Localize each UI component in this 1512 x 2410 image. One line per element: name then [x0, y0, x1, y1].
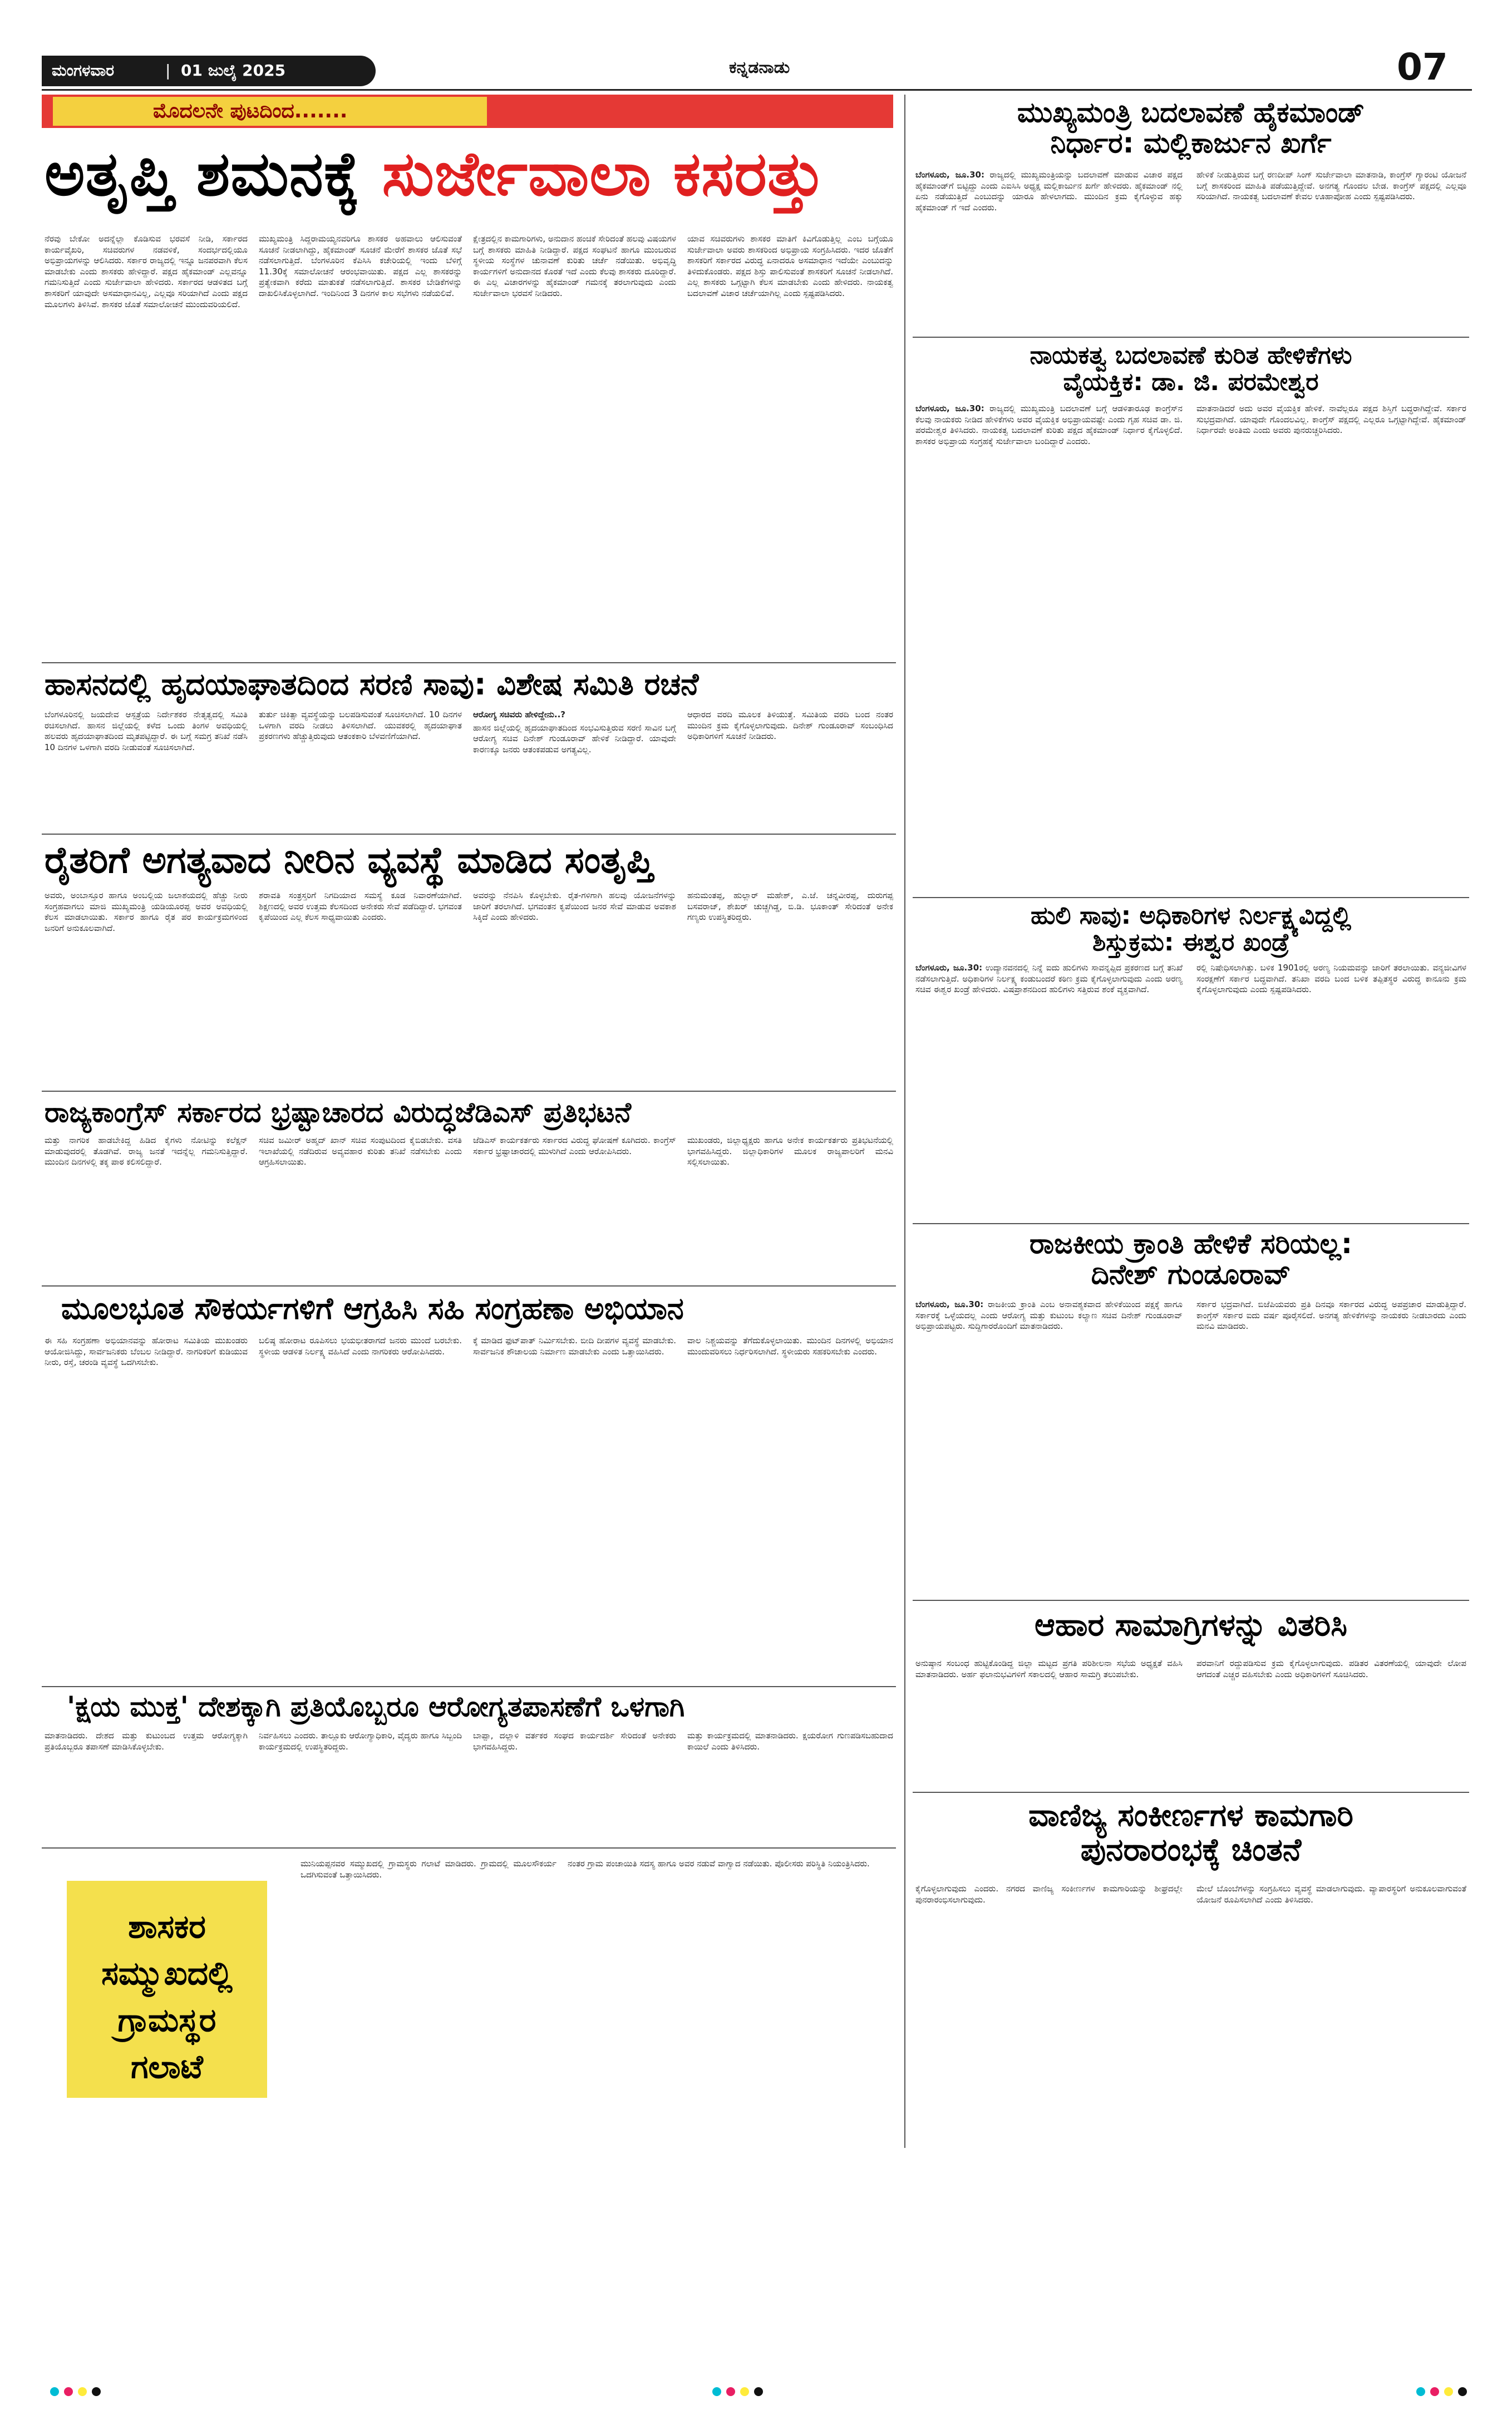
- hassan-kicker: ಆರೋಗ್ಯ ಸಚಿವರು ಹೇಳಿದ್ದೇನು..?: [473, 709, 566, 719]
- revolution-col-2: [1196, 1299, 1466, 1594]
- campaign-text-2: ಬಲಿಷ್ಠ ಹೋರಾಟ ರೂಪಿಸಲು ಭಯಭೀತರಾಗದೆ ಜನರು ಮುಂದೆ ಬರಬೇಕು. ಸ್ಥಳೀಯ ಆಡಳಿತ ನಿರ್ಲಕ್ಷ್ಯ ವಹಿಸಿದೆ ಎಂದು ನಾಗರಿಕರು ಆರೋಪಿಸಿದರು.: [259, 1335, 462, 1357]
- tiger-col-1: [915, 963, 1183, 1219]
- tb-col-1: [45, 1731, 248, 1842]
- registration-dot-yellow: [740, 2387, 749, 2396]
- farmers-col-3: [473, 890, 676, 1085]
- hassan-headline: ಹಾಸನದಲ್ಲಿ ಹೃದಯಾಘಾತದಿಂದ ಸರಣಿ ಸಾವು: ವಿಶೇಷ ಸಮಿತಿ ರಚನೆ: [45, 667, 699, 702]
- registration-dot-magenta: [1430, 2387, 1439, 2396]
- riot-text-2: ಮುನಿಯಪ್ಪನವರ ಸಮ್ಮುಖದಲ್ಲಿ ಗ್ರಾಮಸ್ಥರು ಗಲಾಟೆ ಮಾಡಿದರು. ಗ್ರಾಮದಲ್ಲಿ ಮೂಲಸೌಕರ್ಯ ಒದಗಿಸುವಂತೆ ಒತ್ತಾಯಿಸಿದರು.: [301, 1859, 556, 1880]
- hassan-text-4: ಆಧಾರದ ವರದಿ ಮೂಲಕ ತಿಳಿಯುತ್ತೆ. ಸಮಿತಿಯ ವರದಿ ಬಂದ ನಂತರ ಮುಂದಿನ ಕ್ರಮ ಕೈಗೊಳ್ಳಲಾಗುವುದು. ದಿನೇಶ್ ಗುಂಡೂರಾವ್ ಸಂಬಂಧಿಸಿದ ಅಧಿಕಾರಿಗಳಿಗೆ ಸೂಚನೆ ನೀಡಿದರು.: [687, 709, 893, 742]
- dateline: ಬೆಂಗಳೂರು, ಜೂ.30:: [915, 403, 984, 413]
- registration-dot-magenta: [64, 2387, 73, 2396]
- hassan-text-3: ಹಾಸನ ಜಿಲ್ಲೆಯಲ್ಲಿ ಹೃದಯಾಘಾತದಿಂದ ಸಂಭವಿಸುತ್ತಿರುವ ಸರಣಿ ಸಾವಿನ ಬಗ್ಗೆ ಆರೋಗ್ಯ ಸಚಿವ ದಿನೇಶ್ ಗುಂಡೂರಾವ್ ಹೇಳಿಕೆ ನೀಡಿದ್ದಾರೆ. ಯಾವುದೇ ಕಾರಣಕ್ಕೂ ಜನರು ಆತಂಕಪಡುವ ಅಗತ್ಯವಿಲ್ಲ.: [473, 722, 676, 755]
- cm-change-headline: [913, 97, 1469, 159]
- tiger-text-2: ರಲ್ಲಿ ನಿಷೇಧಿಸಲಾಗಿತ್ತು. ಬಳಿಕ 1901ರಲ್ಲಿ ಅರಣ್ಯ ನಿಯಮವನ್ನು ಜಾರಿಗೆ ತರಲಾಯಿತು. ವನ್ಯಜೀವಿಗಳ ಸಂರಕ್ಷಣೆಗೆ ಸರ್ಕಾರ ಬದ್ಧವಾಗಿದೆ. ತನಿಖಾ ವರದಿ ಬಂದ ಬಳಿಕ ತಪ್ಪಿತಸ್ಥರ ವಿರುದ್ಧ ಕಾನೂನು ಕ್ರಮ ಕೈಗೊಳ್ಳಲಾಗುವುದು ಎಂದು ಸ್ಪಷ್ಟಪಡಿಸಿದರು.: [1196, 963, 1466, 995]
- divider: [42, 662, 896, 663]
- campaign-col-2: [259, 1335, 462, 1680]
- divider: [913, 1600, 1469, 1601]
- lead-col-2: [259, 234, 462, 657]
- food-text-2: ಪರವಾನಿಗೆ ರದ್ದುಪಡಿಸುವ ಕ್ರಮ ಕೈಗೊಳ್ಳಲಾಗುವುದು. ಪಡಿತರ ವಿತರಣೆಯಲ್ಲಿ ಯಾವುದೇ ಲೋಪ ಆಗದಂತೆ ಎಚ್ಚರ ವಹಿಸಬೇಕು ಎಂದು ಅಧಿಕಾರಿಗಳಿಗೆ ಸೂಚಿಸಿದರು.: [1196, 1658, 1466, 1679]
- header-rule: [42, 89, 1472, 91]
- registration-dot-cyan: [1416, 2387, 1425, 2396]
- cm-col-2: [1196, 170, 1466, 331]
- complex-headline-line2: ಪುನರಾರಂಭಕ್ಕೆ ಚಿಂತನೆ: [1080, 1831, 1302, 1868]
- complex-col-2: [1196, 1884, 1466, 2006]
- lead-text-2: ಮುಖ್ಯಮಂತ್ರಿ ಸಿದ್ದರಾಮಯ್ಯನವರಿಗೂ ಶಾಸಕರ ಅಹವಾಲು ಆಲಿಸುವಂತೆ ಸೂಚನೆ ನೀಡಲಾಗಿದ್ದು, ಹೈಕಮಾಂಡ್ ಸೂಚನೆ ಮೇರೆಗೆ ಶಾಸಕರ ಜೊತೆ ಸಭೆ ನಡೆಸಲಾಗುತ್ತಿದೆ. ಬೆಂಗಳೂರಿನ ಕೆಪಿಸಿಸಿ ಕಚೇರಿಯಲ್ಲಿ ಇಂದು ಬೆಳಿಗ್ಗೆ 11.30ಕ್ಕೆ ಸಮಾಲೋಚನೆ ಆರಂಭವಾಯಿತು. ಪಕ್ಷದ ಎಲ್ಲ ಶಾಸಕರನ್ನು ಪ್ರತ್ಯೇಕವಾಗಿ ಕರೆದು ಮಾತುಕತೆ ನಡೆಸಲಾಗುತ್ತಿದೆ. ಶಾಸಕರ ಬೇಡಿಕೆಗಳನ್ನು ದಾಖಲಿಸಿಕೊಳ್ಳಲಾಗಿದೆ. ಇಂದಿನಿಂದ 3 ದಿನಗಳ ಕಾಲ ಸಭೆಗಳು ನಡೆಯಲಿವೆ.: [259, 234, 462, 298]
- farmers-text-2: ಶರಾವತಿ ಸಂತ್ರಸ್ತರಿಗೆ ನಿಗದಿಯಾದ ಸಮಸ್ಯೆ ಕೂಡ ನಿವಾರಣೆಯಾಗಿದೆ. ಶಿಕ್ಷಣದಲ್ಲಿ ಅವರ ಉತ್ತಮ ಕೆಲಸದಿಂದ ಅನೇಕರು ಸೇವೆ ಪಡೆದಿದ್ದಾರೆ. ಭಗವಂತ ಕೃಪೆಯಿಂದ ಎಲ್ಲ ಕೆಲಸ ಸಾಧ್ಯವಾಯಿತು ಎಂದರು.: [259, 890, 462, 923]
- tiger-headline-line1: ಹುಲಿ ಸಾವು: ಅಧಿಕಾರಿಗಳ ನಿರ್ಲಕ್ಷ್ಯವಿದ್ದಲ್ಲಿ: [1031, 901, 1351, 930]
- jds-text-3: ಜೆಡಿಎಸ್ ಕಾರ್ಯಕರ್ತರು ಸರ್ಕಾರದ ವಿರುದ್ಧ ಘೋಷಣೆ ಕೂಗಿದರು. ಕಾಂಗ್ರೆಸ್ ಸರ್ಕಾರ ಭ್ರಷ್ಟಾಚಾರದಲ್ಲಿ ಮುಳುಗಿದೆ ಎಂದು ಆರೋಪಿಸಿದರು.: [473, 1135, 676, 1156]
- cm-text-2: ಹೇಳಿಕೆ ನೀಡುತ್ತಿರುವ ಬಗ್ಗೆ ರಣದೀಪ್ ಸಿಂಗ್ ಸುರ್ಜೇವಾಲಾ ಮಾತನಾಡಿ, ಕಾಂಗ್ರೆಸ್ ಗ್ಯಾರಂಟಿ ಯೋಜನೆ ಬಗ್ಗೆ ಶಾಸಕರಿಂದ ಮಾಹಿತಿ ಪಡೆಯುತ್ತಿದ್ದೇವೆ. ಅನಗತ್ಯ ಗೊಂದಲ ಬೇಡ. ಕಾಂಗ್ರೆಸ್ ಪಕ್ಷದಲ್ಲಿ ಎಲ್ಲವೂ ಸರಿಯಾಗಿದೆ. ನಾಯಕತ್ವ ಬದಲಾವಣೆ ಕೇವಲ ಊಹಾಪೋಹ ಎಂದು ಸ್ಪಷ್ಟಪಡಿಸಿದರು.: [1196, 170, 1466, 202]
- leadership-col-1: [915, 403, 1183, 893]
- cm-col-1: [915, 170, 1183, 331]
- masthead-date-bar: [42, 56, 376, 86]
- registration-dot-cyan: [712, 2387, 721, 2396]
- cm-change-headline-line2: ನಿರ್ಧಾರ: ಮಲ್ಲಿಕಾರ್ಜುನ ಖರ್ಗೆ: [1050, 127, 1332, 159]
- divider: [42, 1686, 896, 1687]
- jds-col-1: [45, 1135, 248, 1280]
- column-divider: [904, 95, 905, 2148]
- hassan-text-2: ತುರ್ತು ಚಿಕಿತ್ಸಾ ವ್ಯವಸ್ಥೆಯನ್ನು ಬಲಪಡಿಸುವಂತೆ ಸೂಚಿಸಲಾಗಿದೆ. 10 ದಿನಗಳ ಒಳಗಾಗಿ ವರದಿ ನೀಡಲು ತಿಳಿಸಲಾಗಿದೆ. ಯುವಕರಲ್ಲಿ ಹೃದಯಾಘಾತ ಪ್ರಕರಣಗಳು ಹೆಚ್ಚುತ್ತಿರುವುದು ಆತಂಕಕಾರಿ ಬೆಳವಣಿಗೆಯಾಗಿದೆ.: [259, 709, 462, 742]
- divider: [42, 1091, 896, 1092]
- tb-free-headline: 'ಕ್ಷಯ ಮುಕ್ತ' ದೇಶಕ್ಕಾಗಿ ಪ್ರತಿಯೊಬ್ಬರೂ ಆರೋಗ್ಯತಪಾಸಣೆಗೆ ಒಳಗಾಗಿ: [67, 1691, 685, 1723]
- campaign-col-1: [45, 1335, 248, 1680]
- registration-dot-black: [754, 2387, 763, 2396]
- revolution-headline-line1: ರಾಜಕೀಯ ಕ್ರಾಂತಿ ಹೇಳಿಕೆ ಸರಿಯಲ್ಲ:: [1030, 1228, 1352, 1260]
- food-supply-headline: ಆಹಾರ ಸಾಮಾಗ್ರಿಗಳನ್ನು ವಿತರಿಸಿ: [1035, 1607, 1347, 1643]
- leadership-col-2: [1196, 403, 1466, 893]
- registration-dot-black: [92, 2387, 101, 2396]
- registration-dot-black: [1458, 2387, 1467, 2396]
- lead-headline-black: ಅತೃಪ್ತಿ ಶಮನಕ್ಕೆ: [45, 138, 361, 209]
- lead-text-1: ನೆರವು ಬೇಕೋ ಅದನ್ನೆಲ್ಲಾ ಕೊಡಿಸುವ ಭರವಸೆ ನೀಡಿ, ಸರ್ಕಾರದ ಕಾರ್ಯವೈಖರಿ, ಸಚಿವರುಗಳ ನಡವಳಿಕೆ, ಸಂದರ್ಭದಲ್ಲಿಯೂ ಅಭಿಪ್ರಾಯಗಳನ್ನು ಆಲಿಸಿದರು. ಸರ್ಕಾರ ರಾಜ್ಯದಲ್ಲಿ ಇನ್ನೂ ಜನಪರವಾಗಿ ಕೆಲಸ ಮಾಡಬೇಕು ಎಂದು ಶಾಸಕರು ಹೇಳಿದ್ದಾರೆ. ಪಕ್ಷದ ಹೈಕಮಾಂಡ್ ಎಲ್ಲವನ್ನೂ ಗಮನಿಸುತ್ತಿದೆ ಎಂದು ಸುರ್ಜೇವಾಲಾ ಹೇಳಿದರು. ಸರ್ಕಾರದ ಆಡಳಿತದ ಬಗ್ಗೆ ಶಾಸಕರಿಗೆ ಯಾವುದೇ ಅಸಮಾಧಾನವಿಲ್ಲ, ಎಲ್ಲವೂ ಸರಿಯಾಗಿದೆ ಎಂದು ಪಕ್ಷದ ಮೂಲಗಳು ತಿಳಿಸಿವೆ. ಶಾಸಕರ ಜೊತೆ ಸಮಾಲೋಚನೆ ಮುಂದುವರಿಯಲಿದೆ.: [45, 234, 248, 309]
- hassan-col-1: [45, 709, 248, 829]
- jds-col-3: [473, 1135, 676, 1280]
- lead-text-4: ಯಾವ ಸಚಿವರುಗಳು ಶಾಸಕರ ಮಾತಿಗೆ ಕಿವಿಗೊಡುತ್ತಿಲ್ಲ ಎಂಬ ಬಗ್ಗೆಯೂ ಸುರ್ಜೇವಾಲಾ ಅವರು ಶಾಸಕರಿಂದ ಅಭಿಪ್ರಾಯ ಸಂಗ್ರಹಿಸಿದರು. ಇದರ ಜೊತೆಗೆ ಶಾಸಕರಿಗೆ ಸರ್ಕಾರದ ವಿರುದ್ಧ ಏನಾದರೂ ಅಸಮಾಧಾನ ಇದೆಯೇ ಎಂಬುದನ್ನು ತಿಳಿದುಕೊಂಡರು. ಪಕ್ಷದ ಶಿಸ್ತು ಪಾಲಿಸುವಂತೆ ಶಾಸಕರಿಗೆ ಸೂಚನೆ ನೀಡಲಾಗಿದೆ. ಎಲ್ಲ ಶಾಸಕರು ಒಗ್ಗಟ್ಟಾಗಿ ಕೆಲಸ ಮಾಡಬೇಕು ಎಂದು ಹೇಳಿದರು. ನಾಯಕತ್ವ ಬದಲಾವಣೆ ವಿಚಾರ ಚರ್ಚೆಯಾಗಿಲ್ಲ ಎಂದು ಸ್ಪಷ್ಟಪಡಿಸಿದರು.: [687, 234, 893, 298]
- hassan-col-2: [259, 709, 462, 829]
- section-banner: [42, 95, 893, 128]
- page-number: 07: [1397, 46, 1448, 88]
- tb-text-1: ಮಾತನಾಡಿದರು. ದೇಶದ ಮತ್ತು ಕುಟುಂಬದ ಉತ್ತಮ ಆರೋಗ್ಯಕ್ಕಾಗಿ ಪ್ರತಿಯೊಬ್ಬರೂ ತಪಾಸಣೆ ಮಾಡಿಸಿಕೊಳ್ಳಬೇಕು.: [45, 1731, 248, 1752]
- jds-col-4: [687, 1135, 893, 1280]
- lead-col-3: [473, 234, 676, 657]
- hassan-col-3: [473, 709, 676, 829]
- jds-col-2: [259, 1135, 462, 1280]
- divider: [42, 1847, 896, 1849]
- yellow-headline-box: [67, 1881, 267, 2098]
- registration-dot-yellow: [1444, 2387, 1453, 2396]
- leadership-text-2: ಮಾತನಾಡಿದರೆ ಅದು ಅವರ ವೈಯಕ್ತಿಕ ಹೇಳಿಕೆ. ನಾವೆಲ್ಲರೂ ಪಕ್ಷದ ಶಿಸ್ತಿಗೆ ಬದ್ಧರಾಗಿದ್ದೇವೆ. ಸರ್ಕಾರ ಸುಭದ್ರವಾಗಿದೆ. ಯಾವುದೇ ಗೊಂದಲವಿಲ್ಲ. ಕಾಂಗ್ರೆಸ್ ಪಕ್ಷದಲ್ಲಿ ಎಲ್ಲರೂ ಒಗ್ಗಟ್ಟಾಗಿದ್ದೇವೆ. ಹೈಕಮಾಂಡ್ ನಿರ್ಧಾರವೇ ಅಂತಿಮ ಎಂದು ಅವರು ಪುನರುಚ್ಚರಿಸಿದರು.: [1196, 403, 1466, 436]
- cm-change-headline-line1: ಮುಖ್ಯಮಂತ್ರಿ ಬದಲಾವಣೆ ಹೈಕಮಾಂಡ್: [1017, 96, 1365, 129]
- commercial-complex-headline: [913, 1798, 1469, 1867]
- registration-dot-cyan: [50, 2387, 59, 2396]
- divider: [913, 897, 1469, 898]
- revolution-headline-line2: ದಿನೇಶ್ ಗುಂಡೂರಾವ್: [1091, 1258, 1291, 1290]
- riot-text-3: ನಂತರ ಗ್ರಾಮ ಪಂಚಾಯಿತಿ ಸದಸ್ಯ ಹಾಗೂ ಅವರ ನಡುವೆ ವಾಗ್ವಾದ ನಡೆಯಿತು. ಪೊಲೀಸರು ಪರಿಸ್ಥಿತಿ ನಿಯಂತ್ರಿಸಿದರು.: [568, 1859, 870, 1869]
- revolution-text-1: ರಾಜಕೀಯ ಕ್ರಾಂತಿ ಎಂಬ ಅನಾವಶ್ಯಕವಾದ ಹೇಳಿಕೆಯಿಂದ ಪಕ್ಷಕ್ಕೆ ಹಾಗೂ ಸರ್ಕಾರಕ್ಕೆ ಒಳ್ಳೆಯದಲ್ಲ ಎಂದು ಆರೋಗ್ಯ ಮತ್ತು ಕುಟುಂಬ ಕಲ್ಯಾಣ ಸಚಿವ ದಿನೇಶ್ ಗುಂಡೂರಾವ್ ಅಭಿಪ್ರಾಯಪಟ್ಟರು. ಸುದ್ದಿಗಾರರೊಂದಿಗೆ ಮಾತನಾಡಿದರು.: [915, 1299, 1183, 1332]
- lead-col-1: [45, 234, 248, 657]
- dateline: ಬೆಂಗಳೂರು, ಜೂ.30:: [915, 963, 983, 973]
- registration-dot-yellow: [78, 2387, 87, 2396]
- farmers-text-3: ಅವರನ್ನು ನೆನಪಿಸಿ ಕೊಳ್ಳಬೇಕು. ರೈತ-ಗಳಿಗಾಗಿ ಹಲವು ಯೋಜನೆಗಳನ್ನು ಜಾರಿಗೆ ತರಲಾಗಿದೆ. ಭಗವಂತನ ಕೃಪೆಯಿಂದ ಜನರ ಸೇವೆ ಮಾಡುವ ಅವಕಾಶ ಸಿಕ್ಕಿದೆ ಎಂದು ಹೇಳಿದರು.: [473, 890, 676, 923]
- dateline: ಬೆಂಗಳೂರು, ಜೂ.30:: [915, 1299, 984, 1309]
- paper-name: ಕನ್ನಡನಾಡು: [729, 58, 790, 77]
- political-revolution-headline: [913, 1229, 1469, 1290]
- tb-col-2: [259, 1731, 462, 1842]
- cm-text-1: ರಾಜ್ಯದಲ್ಲಿ ಮುಖ್ಯಮಂತ್ರಿಯನ್ನು ಬದಲಾವಣೆ ಮಾಡುವ ವಿಚಾರ ಪಕ್ಷದ ಹೈಕಮಾಂಡ್‌ಗೆ ಬಿಟ್ಟಿದ್ದು ಎಂದು ಎಐಸಿಸಿ ಅಧ್ಯಕ್ಷ ಮಲ್ಲಿಕಾರ್ಜುನ ಖರ್ಗೆ ಹೇಳಿದರು. ಹೈಕಮಾಂಡ್ ನಲ್ಲಿ ಏನು ನಡೆಯುತ್ತಿದೆ ಎಂಬುದನ್ನು ಯಾರೂ ಹೇಳಲಾಗದು. ಮುಂದಿನ ಕ್ರಮ ಕೈಗೊಳ್ಳುವ ಹಕ್ಕು ಹೈಕಮಾಂಡ್ ಗೆ ಇದೆ ಎಂದರು.: [915, 170, 1183, 213]
- lead-headline: [45, 138, 902, 209]
- registration-dot-magenta: [726, 2387, 735, 2396]
- divider: [913, 337, 1469, 338]
- revolution-text-2: ಸರ್ಕಾರ ಭದ್ರವಾಗಿದೆ. ಬಿಜೆಪಿಯವರು ಪ್ರತಿ ದಿನವೂ ಸರ್ಕಾರದ ವಿರುದ್ಧ ಅಪಪ್ರಚಾರ ಮಾಡುತ್ತಿದ್ದಾರೆ. ಕಾಂಗ್ರೆಸ್ ಸರ್ಕಾರ ಐದು ವರ್ಷ ಪೂರೈಸಲಿದೆ. ಅನಗತ್ಯ ಹೇಳಿಕೆಗಳನ್ನು ನಾಯಕರು ನೀಡಬಾರದು ಎಂದು ಮನವಿ ಮಾಡಿದರು.: [1196, 1299, 1466, 1332]
- tb-text-3: ಬಾಪ್ಪಾ, ದಲ್ಲಾಳಿ ವರ್ತಕರ ಸಂಘದ ಕಾರ್ಯದರ್ಶಿ ಸೇರಿದಂತೆ ಅನೇಕರು ಭಾಗವಹಿಸಿದ್ದರು.: [473, 1731, 676, 1752]
- tb-text-4: ಮತ್ತು ಕಾರ್ಯಕ್ರಮದಲ್ಲಿ ಮಾತನಾಡಿದರು. ಕ್ಷಯರೋಗ ಗುಣಪಡಿಸಬಹುದಾದ ಕಾಯಿಲೆ ಎಂದು ತಿಳಿಸಿದರು.: [687, 1731, 893, 1752]
- divider: [913, 1792, 1469, 1793]
- leadership-headline-line1: ನಾಯಕತ್ವ ಬದಲಾವಣೆ ಕುರಿತ ಹೇಳಿಕೆಗಳು: [1030, 341, 1352, 369]
- farmers-col-2: [259, 890, 462, 1085]
- dateline: ಬೆಂಗಳೂರು, ಜೂ.30:: [915, 170, 984, 180]
- hassan-text-1: ಬೆಂಗಳೂರಿನಲ್ಲಿ ಜಯದೇವ ಆಸ್ಪತ್ರೆಯ ನಿರ್ದೇಶಕರ ನೇತೃತ್ವದಲ್ಲಿ ಸಮಿತಿ ರಚಿಸಲಾಗಿದೆ. ಹಾಸನ ಜಿಲ್ಲೆಯಲ್ಲಿ ಕಳೆದ ಒಂದು ತಿಂಗಳ ಅವಧಿಯಲ್ಲಿ ಹಲವರು ಹೃದಯಾಘಾತದಿಂದ ಮೃತಪಟ್ಟಿದ್ದಾರೆ. ಈ ಬಗ್ಗೆ ಸಮಗ್ರ ತನಿಖೆ ನಡೆಸಿ 10 ದಿನಗಳ ಒಳಗಾಗಿ ವರದಿ ನೀಡುವಂತೆ ಸೂಚಿಸಲಾಗಿದೆ.: [45, 709, 248, 752]
- jds-protest-headline: ರಾಜ್ಯಕಾಂಗ್ರೆಸ್ ಸರ್ಕಾರದ ಭ್ರಷ್ಟಾಚಾರದ ವಿರುದ್ಧಜೆಡಿಎಸ್ ಪ್ರತಿಭಟನೆ: [45, 1096, 632, 1128]
- date-label: 01 ಜುಲೈ 2025: [181, 61, 286, 80]
- lead-text-3: ಕ್ಷೇತ್ರದಲ್ಲಿನ ಕಾಮಗಾರಿಗಳು, ಅನುದಾನ ಹಂಚಿಕೆ ಸೇರಿದಂತೆ ಹಲವು ವಿಷಯಗಳ ಬಗ್ಗೆ ಶಾಸಕರು ಮಾಹಿತಿ ನೀಡಿದ್ದಾರೆ. ಪಕ್ಷದ ಸಂಘಟನೆ ಹಾಗೂ ಮುಂಬರುವ ಸ್ಥಳೀಯ ಸಂಸ್ಥೆಗಳ ಚುನಾವಣೆ ಕುರಿತು ಚರ್ಚೆ ನಡೆಯಿತು. ಅಭಿವೃದ್ಧಿ ಕಾರ್ಯಗಳಿಗೆ ಅನುದಾನದ ಕೊರತೆ ಇದೆ ಎಂದು ಕೆಲವು ಶಾಸಕರು ದೂರಿದ್ದಾರೆ. ಈ ಎಲ್ಲ ವಿಚಾರಗಳನ್ನು ಹೈಕಮಾಂಡ್ ಗಮನಕ್ಕೆ ತರಲಾಗುವುದು ಎಂದು ಸುರ್ಜೇವಾಲಾ ಭರವಸೆ ನೀಡಿದರು.: [473, 234, 676, 298]
- leadership-headline: [913, 342, 1469, 396]
- farmers-col-4: [687, 890, 893, 1085]
- farmers-text-4: ಹನುಮಂತಪ್ಪ, ಹುಲ್ಲಾರ್ ಮಹೇಶ್, ಎ.ಜೆ. ಚನ್ನವೀರಪ್ಪ, ದುರುಗಪ್ಪ ಬಸವರಾಜ್, ಶೇಖರ್ ಚುಚ್ಚಗಿಡ್ಡ, ಬಿ.ಡಿ. ಭೂಕಾಂತ್ ಸೇರಿದಂತೆ ಅನೇಕ ಗಣ್ಯರು ಉಪಸ್ಥಿತರಿದ್ದರು.: [687, 890, 893, 923]
- divider: [42, 1285, 896, 1287]
- campaign-text-4: ವಾಲ ನಿಶ್ಚಯವನ್ನು ತೆಗೆದುಕೊಳ್ಳಲಾಯಿತು. ಮುಂದಿನ ದಿನಗಳಲ್ಲಿ ಅಭಿಯಾನ ಮುಂದುವರಿಸಲು ನಿರ್ಧರಿಸಲಾಗಿದೆ. ಸ್ಥಳೀಯರು ಸಹಕರಿಸಬೇಕು ಎಂದರು.: [687, 1335, 893, 1357]
- food-text-1: ಅನುಷ್ಠಾನ ಸಂಬಂಧ ಹುಟ್ಟಿಕೊಂಡಿದ್ದ ಜಿಲ್ಲಾ ಮಟ್ಟದ ಪ್ರಗತಿ ಪರಿಶೀಲನಾ ಸಭೆಯ ಅಧ್ಯಕ್ಷತೆ ವಹಿಸಿ ಮಾತನಾಡಿದರು. ಅರ್ಹ ಫಲಾನುಭವಿಗಳಿಗೆ ಸಕಾಲದಲ್ಲಿ ಆಹಾರ ಸಾಮಗ್ರಿ ತಲುಪಬೇಕು.: [915, 1658, 1183, 1679]
- farmers-headline: ರೈತರಿಗೆ ಅಗತ್ಯವಾದ ನೀರಿನ ವ್ಯವಸ್ಥೆ ಮಾಡಿದ ಸಂತೃಪ್ತಿ: [45, 839, 653, 881]
- campaign-text-3: ಕ್ಕೆ ಮಾಡಿದ ಫುಟ್‌ಪಾತ್ ನಿರ್ಮಿಸಬೇಕು. ಬೀದಿ ದೀಪಗಳ ವ್ಯವಸ್ಥೆ ಮಾಡಬೇಕು. ಸಾರ್ವಜನಿಕ ಶೌಚಾಲಯ ನಿರ್ಮಾಣ ಮಾಡಬೇಕು ಎಂದು ಒತ್ತಾಯಿಸಿದರು.: [473, 1335, 676, 1357]
- complex-text-1: ಕೈಗೊಳ್ಳಲಾಗುವುದು ಎಂದರು. ನಗರದ ವಾಣಿಜ್ಯ ಸಂಕೀರ್ಣಗಳ ಕಾಮಗಾರಿಯನ್ನು ಶೀಘ್ರದಲ್ಲೇ ಪುನರಾರಂಭಿಸಲಾಗುವುದು.: [915, 1884, 1183, 1905]
- separator: |: [165, 61, 171, 80]
- food-col-2: [1196, 1658, 1466, 1786]
- tb-col-3: [473, 1731, 676, 1842]
- tb-text-2: ನಿರ್ವಹಿಸಲು ಎಂದರು. ತಾಲ್ಲೂಕು ಆರೋಗ್ಯಾಧಿಕಾರಿ, ವೈದ್ಯರು ಹಾಗೂ ಸಿಬ್ಬಂದಿ ಕಾರ್ಯಕ್ರಮದಲ್ಲಿ ಉಪಸ್ಥಿತರಿದ್ದರು.: [259, 1731, 462, 1752]
- complex-headline-line1: ವಾಣಿಜ್ಯ ಸಂಕೀರ್ಣಗಳ ಕಾಮಗಾರಿ: [1028, 1797, 1353, 1834]
- campaign-col-3: [473, 1335, 676, 1680]
- divider: [913, 1223, 1469, 1224]
- riot-col-3: [568, 1859, 893, 1970]
- yellow-box-text: ಶಾಸಕರ ಸಮ್ಮುಖದಲ್ಲಿ ಗ್ರಾಮಸ್ಥರ ಗಲಾಟೆ: [101, 1908, 233, 2086]
- hassan-col-4: [687, 709, 893, 829]
- divider: [42, 834, 896, 835]
- jds-text-1: ಮತ್ತು ನಾಗರಿಕ ಹಾಡಬೇಕಿದ್ದ ಹಿಡಿದ ಕೈಗಳು ನೋಟಿನ್ನು ಕಲೆಕ್ಷನ್ ಮಾಡುವುದರಲ್ಲಿ ತೊಡಗಿವೆ. ರಾಜ್ಯ ಜನತೆ ಇದನ್ನೆಲ್ಲ ಗಮನಿಸುತ್ತಿದ್ದಾರೆ. ಮುಂದಿನ ದಿನಗಳಲ್ಲಿ ತಕ್ಕ ಪಾಠ ಕಲಿಸಲಿದ್ದಾರೆ.: [45, 1135, 248, 1167]
- tiger-death-headline: [913, 903, 1469, 957]
- farmers-text-1: ಅವರು, ಅಂಬಾಸ್ತೂರ ಹಾಗೂ ಅಂಬಲ್ಲಿಯ ಜಲಾಶಯದಲ್ಲಿ ಹೆಚ್ಚು ನೀರು ಸಂಗ್ರಹವಾಗಲು ಮಾಜಿ ಮುಖ್ಯಮಂತ್ರಿ ಯಡಿಯೂರಪ್ಪ ಅವರ ಅವಧಿಯಲ್ಲಿ ಕೆಲಸ ಮಾಡಲಾಯಿತು. ಸರ್ಕಾರ ಹಾಗೂ ರೈತ ಪರ ಕಾರ್ಯಕ್ರಮಗಳಿಂದ ಜನರಿಗೆ ಅನುಕೂಲವಾಗಿದೆ.: [45, 890, 248, 933]
- lead-headline-red: ಸುರ್ಜೇವಾಲಾ ಕಸರತ್ತು: [382, 138, 825, 209]
- revolution-col-1: [915, 1299, 1183, 1594]
- riot-col-2: [301, 1859, 556, 1970]
- complex-text-2: ಮೇಲೆ ಬೊಂಬೆಗಳನ್ನು ಸಂಗ್ರಹಿಸಲು ವ್ಯವಸ್ಥೆ ಮಾಡಲಾಗುವುದು. ವ್ಯಾಪಾರಸ್ಥರಿಗೆ ಅನುಕೂಲವಾಗುವಂತೆ ಯೋಜನೆ ರೂಪಿಸಲಾಗಿದೆ ಎಂದು ತಿಳಿಸಿದರು.: [1196, 1884, 1466, 1905]
- complex-col-1: [915, 1884, 1183, 2006]
- jds-text-4: ಮುಖಂಡರು, ಜಿಲ್ಲಾಧ್ಯಕ್ಷರು ಹಾಗೂ ಅನೇಕ ಕಾರ್ಯಕರ್ತರು ಪ್ರತಿಭಟನೆಯಲ್ಲಿ ಭಾಗವಹಿಸಿದ್ದರು. ಜಿಲ್ಲಾಧಿಕಾರಿಗಳ ಮೂಲಕ ರಾಜ್ಯಪಾಲರಿಗೆ ಮನವಿ ಸಲ್ಲಿಸಲಾಯಿತು.: [687, 1135, 893, 1167]
- leadership-headline-line2: ವೈಯಕ್ತಿಕ: ಡಾ. ಜಿ. ಪರಮೇಶ್ವರ: [1063, 368, 1319, 397]
- tb-col-4: [687, 1731, 893, 1842]
- tiger-text-1: ಉದ್ಯಾನವನದಲ್ಲಿ ನಿನ್ನೆ ಐದು ಹುಲಿಗಳು ಸಾವನ್ನಪ್ಪಿದ ಪ್ರಕರಣದ ಬಗ್ಗೆ ತನಿಖೆ ನಡೆಸಲಾಗುತ್ತಿದೆ. ಅಧಿಕಾರಿಗಳ ನಿರ್ಲಕ್ಷ್ಯ ಕಂಡುಬಂದರೆ ಕಠಿಣ ಕ್ರಮ ಕೈಗೊಳ್ಳಲಾಗುವುದು ಎಂದು ಅರಣ್ಯ ಸಚಿವ ಈಶ್ವರ ಖಂಡ್ರೆ ಹೇಳಿದರು. ವಿಷಪ್ರಾಶನದಿಂದ ಹುಲಿಗಳು ಸತ್ತಿರುವ ಶಂಕೆ ವ್ಯಕ್ತವಾಗಿದೆ.: [915, 963, 1183, 995]
- lead-col-4: [687, 234, 893, 657]
- tiger-col-2: [1196, 963, 1466, 1219]
- signature-campaign-headline: ಮೂಲಭೂತ ಸೌಕರ್ಯಗಳಿಗೆ ಆಗ್ರಹಿಸಿ ಸಹಿ ಸಂಗ್ರಹಣಾ ಅಭಿಯಾನ: [61, 1291, 684, 1326]
- farmers-col-1: [45, 890, 248, 1085]
- day-label: ಮಂಗಳವಾರ: [52, 61, 115, 80]
- tiger-headline-line2: ಶಿಸ್ತುಕ್ರಮ: ಈಶ್ವರ ಖಂಡ್ರೆ: [1092, 928, 1289, 957]
- jds-text-2: ಸಚಿವ ಜಮೀರ್ ಅಹ್ಮದ್ ಖಾನ್ ಸಚಿವ ಸಂಪುಟದಿಂದ ಕೈಬಿಡಬೇಕು. ವಸತಿ ಇಲಾಖೆಯಲ್ಲಿ ನಡೆದಿರುವ ಅವ್ಯವಹಾರ ಕುರಿತು ತನಿಖೆ ನಡೆಸಬೇಕು ಎಂದು ಆಗ್ರಹಿಸಲಾಯಿತು.: [259, 1135, 462, 1167]
- campaign-text-1: ಈ ಸಹಿ ಸಂಗ್ರಹಣಾ ಅಭಿಯಾನವನ್ನು ಹೋರಾಟ ಸಮಿತಿಯ ಮುಖಂಡರು ಆಯೋಜಿಸಿದ್ದು, ಸಾರ್ವಜನಿಕರು ಬೆಂಬಲ ನೀಡಿದ್ದಾರೆ. ನಾಗರಿಕರಿಗೆ ಕುಡಿಯುವ ನೀರು, ರಸ್ತೆ, ಚರಂಡಿ ವ್ಯವಸ್ಥೆ ಒದಗಿಸಬೇಕು.: [45, 1335, 248, 1368]
- section-banner-label: ಮೊದಲನೇ ಪುಟದಿಂದ.......: [53, 97, 487, 126]
- campaign-col-4: [687, 1335, 893, 1680]
- leadership-text-1: ರಾಜ್ಯದಲ್ಲಿ ಮುಖ್ಯಮಂತ್ರಿ ಬದಲಾವಣೆ ಬಗ್ಗೆ ಆಡಳಿತಾರೂಢ ಕಾಂಗ್ರೆಸ್‌ನ ಕೆಲವು ನಾಯಕರು ನೀಡಿದ ಹೇಳಿಕೆಗಳು ಅವರ ವೈಯಕ್ತಿಕ ಅಭಿಪ್ರಾಯವಷ್ಟೇ ಎಂದು ಗೃಹ ಸಚಿವ ಡಾ. ಜಿ. ಪರಮೇಶ್ವರ ತಿಳಿಸಿದರು. ನಾಯಕತ್ವ ಬದಲಾವಣೆ ಕುರಿತು ಪಕ್ಷದ ಹೈಕಮಾಂಡ್ ನಿರ್ಧಾರ ಕೈಗೊಳ್ಳಲಿದೆ. ಶಾಸಕರ ಅಭಿಪ್ರಾಯ ಸಂಗ್ರಹಕ್ಕೆ ಸುರ್ಜೇವಾಲಾ ಬಂದಿದ್ದಾರೆ ಎಂದರು.: [915, 403, 1183, 446]
- food-col-1: [915, 1658, 1183, 1786]
